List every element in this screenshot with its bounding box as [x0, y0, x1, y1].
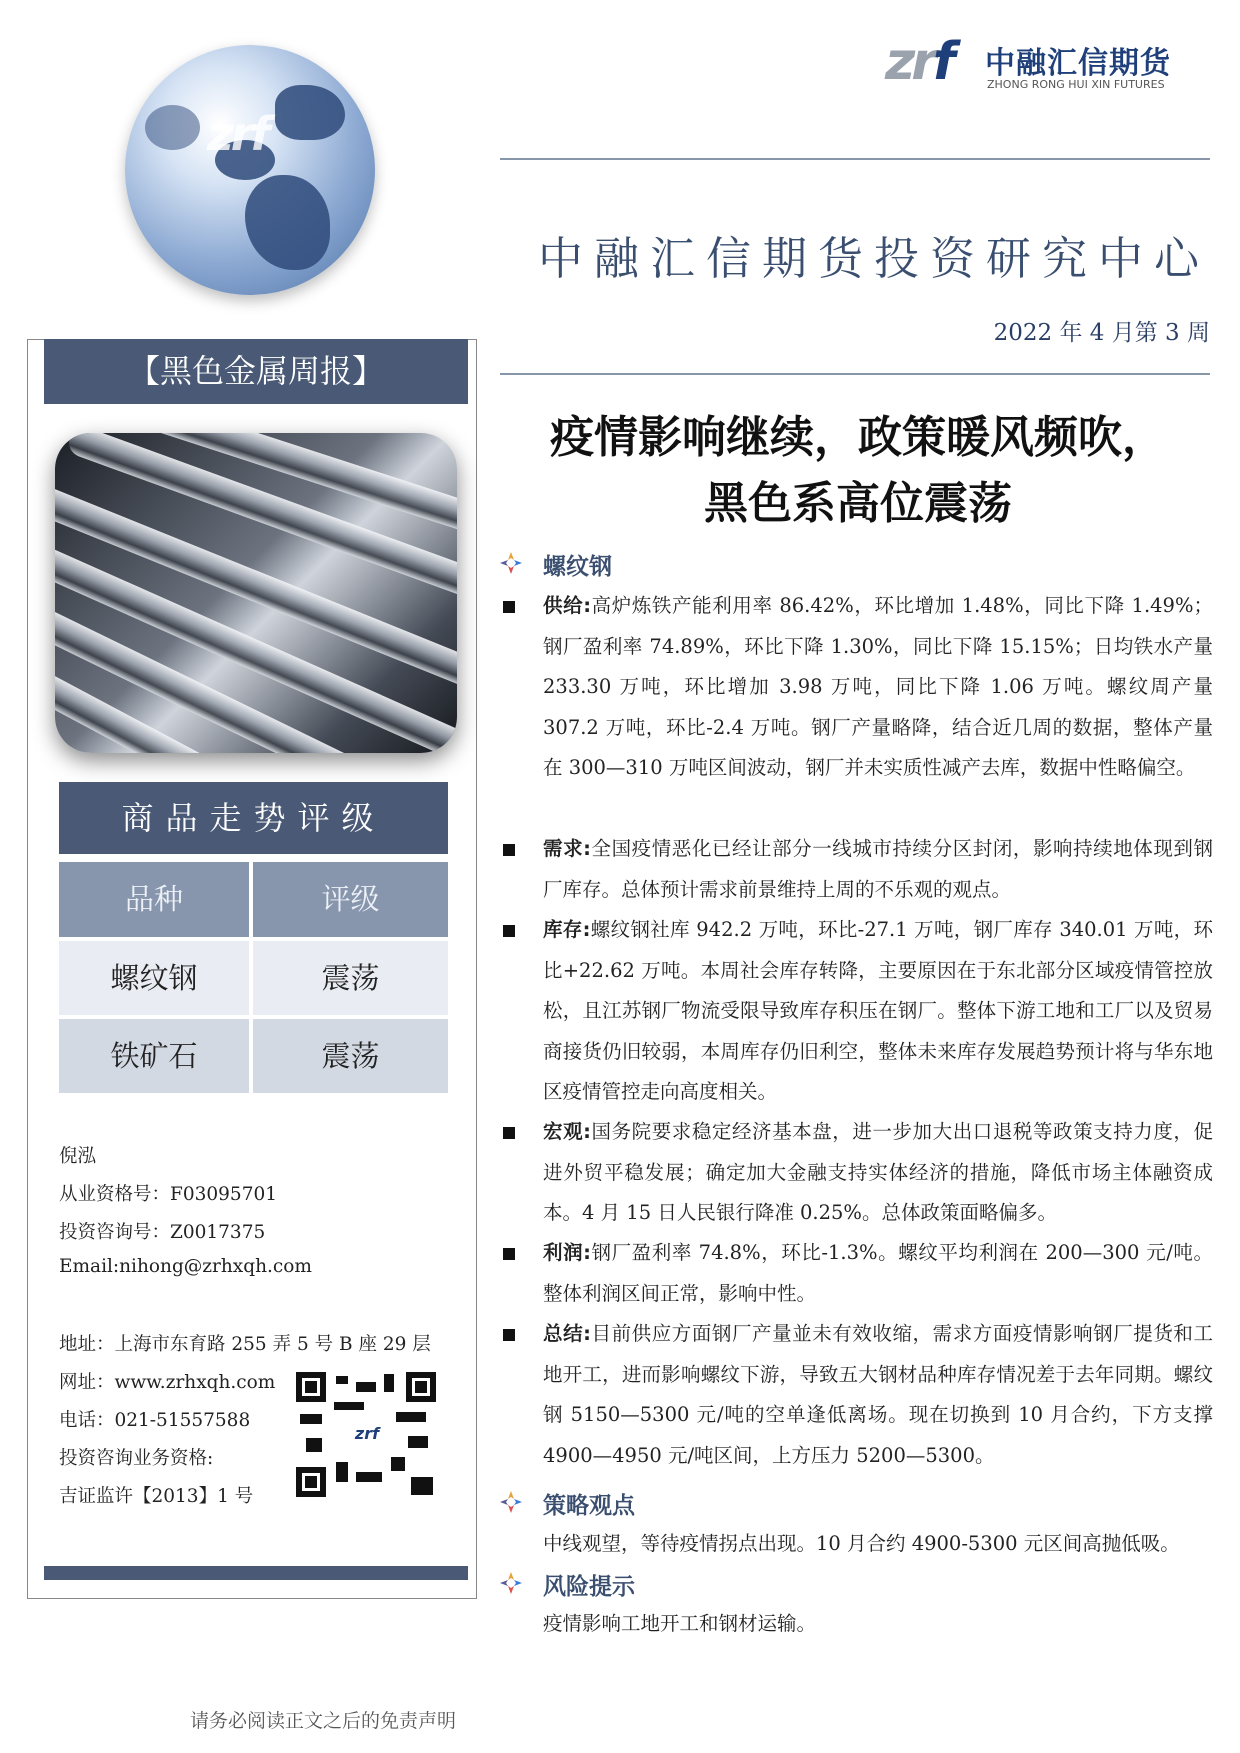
qr-code: [296, 1372, 436, 1497]
table-header-variety: 品种: [59, 862, 249, 937]
headline-line-2: 黑色系高位震荡: [704, 478, 1012, 529]
sidebar-bottom-bar: [44, 1566, 468, 1580]
rebar-supply: 供给:高炉炼铁产能利用率 86.42%，环比增加 1.48%，同比下降 1.49%；钢厂盈利率 74.89%，环比下降 1.30%，同比下降 15.15%；日均铁水产量 233.30 万吨，环比增加 3.98 万吨，同比下降 1.06 万吨。螺纹周产量 307.2 万吨，环比-2.4 万吨。钢厂产量略降，结合近几周的数据，整体产量在 300—310 万吨区间波动，钢厂并未实质性减产去库，数据中性略偏空。: [543, 594, 1213, 779]
section-bullet-icon: [500, 1491, 522, 1513]
rebar-summary: 总结:目前供应方面钢厂产量並未有效收缩，需求方面疫情影响钢厂提货和工地开工，进而影响螺纹下游，导致五大钢材品种库存情况差于去年同期。螺纹钢 5150—5300 元/吨的空单逢低离场。现在切换到 10 月合约，下方支撑 4900—4950 元/吨区间，上方压力 5200—5300。: [543, 1322, 1213, 1467]
section-bullet-icon: [500, 552, 522, 574]
divider-mid: [500, 373, 1210, 375]
report-type-banner: 【黑色金属周报】: [44, 339, 468, 404]
list-bullet: [503, 844, 515, 856]
headline-line-1: 疫情影响继续，政策暖风频吹，: [550, 412, 1166, 463]
analyst-email[interactable]: Email:nihong@zrhxqh.com: [59, 1256, 312, 1277]
globe-brand-mark: zrf: [207, 107, 268, 161]
company-address: 地址：上海市东育路 255 弄 5 号 B 座 29 层: [59, 1334, 431, 1355]
section-title-strategy: 策略观点: [543, 1492, 635, 1519]
section-title-risk: 风险提示: [543, 1573, 635, 1600]
analyst-name: 倪泓: [59, 1146, 97, 1167]
list-bullet: [503, 601, 515, 613]
analyst-consult-number: 投资咨询号：Z0017375: [59, 1222, 266, 1243]
rebar-macro: 宏观:国务院要求稳定经济基本盘，进一步加大出口退税等政策支持力度，促进外贸平稳发展；确定加大金融支持实体经济的措施，降低市场主体融资成本。4 月 15 日人民银行降准 0.25%。总体政策面略偏多。: [543, 1120, 1213, 1224]
list-bullet: [503, 1127, 515, 1139]
table-cell-rating: 震荡: [253, 941, 448, 1015]
list-bullet: [503, 1248, 515, 1260]
disclaimer-footer: 请务必阅读正文之后的免责声明: [190, 1710, 457, 1732]
table-header-rating: 评级: [253, 862, 448, 937]
report-week: 2022 年 4 月第 3 周: [993, 320, 1210, 346]
qr-center-mark: zrf: [348, 1420, 386, 1448]
rebar-profit: 利润:钢厂盈利率 74.8%，环比-1.3%。螺纹平均利润在 200—300 元/吨。整体利润区间正常，影响中性。: [543, 1241, 1213, 1305]
table-cell-variety: 螺纹钢: [59, 941, 249, 1015]
company-website[interactable]: 网址：www.zrhxqh.com: [59, 1372, 276, 1393]
company-qualification: 投资咨询业务资格:: [59, 1448, 214, 1469]
rebar-demand: 需求:全国疫情恶化已经让部分一线城市持续分区封闭，影响持续地体现到钢厂库存。总体预计需求前景维持上周的不乐观的观点。: [543, 837, 1213, 901]
table-cell-variety: 铁矿石: [59, 1019, 249, 1093]
rating-title: 商品走势评级: [59, 782, 448, 854]
company-logo: [885, 28, 1175, 98]
headline: [488, 405, 1228, 537]
research-center-title: 中融汇信期货投资研究中心: [537, 232, 1210, 285]
company-phone: 电话：021-51557588: [59, 1410, 251, 1431]
company-permit: 吉证监许【2013】1 号: [59, 1486, 254, 1507]
rebar-inventory: 库存:螺纹钢社库 942.2 万吨，环比-27.1 万吨，钢厂库存 340.01 万吨，环比+22.62 万吨。本周社会库存转降，主要原因在于东北部分区域疫情管控放松，且江苏钢厂物流受限导致库存积压在钢厂。整体下游工地和工厂以及贸易商接货仍旧较弱，本周库存仍旧利空，整体未来库存发展趋势预计将与华东地区疫情管控走向高度相关。: [543, 918, 1213, 1103]
globe-logo: [125, 45, 375, 295]
steel-pipes-image: [55, 433, 457, 753]
brand-name-cn: 中融汇信期货: [985, 46, 1171, 81]
list-bullet: [503, 925, 515, 937]
divider-top: [500, 158, 1210, 160]
list-bullet: [503, 1329, 515, 1341]
strategy-text: 中线观望，等待疫情拐点出现。10 月合约 4900-5300 元区间高抛低吸。: [543, 1532, 1180, 1555]
risk-text: 疫情影响工地开工和钢材运输。: [543, 1612, 817, 1635]
brand-mark: zrf: [885, 32, 952, 92]
section-title-rebar: 螺纹钢: [543, 553, 612, 580]
analyst-license: 从业资格号：F03095701: [59, 1184, 277, 1205]
table-cell-rating: 震荡: [253, 1019, 448, 1093]
brand-name-en: ZHONG RONG HUI XIN FUTURES: [987, 78, 1165, 91]
section-bullet-icon: [500, 1572, 522, 1594]
